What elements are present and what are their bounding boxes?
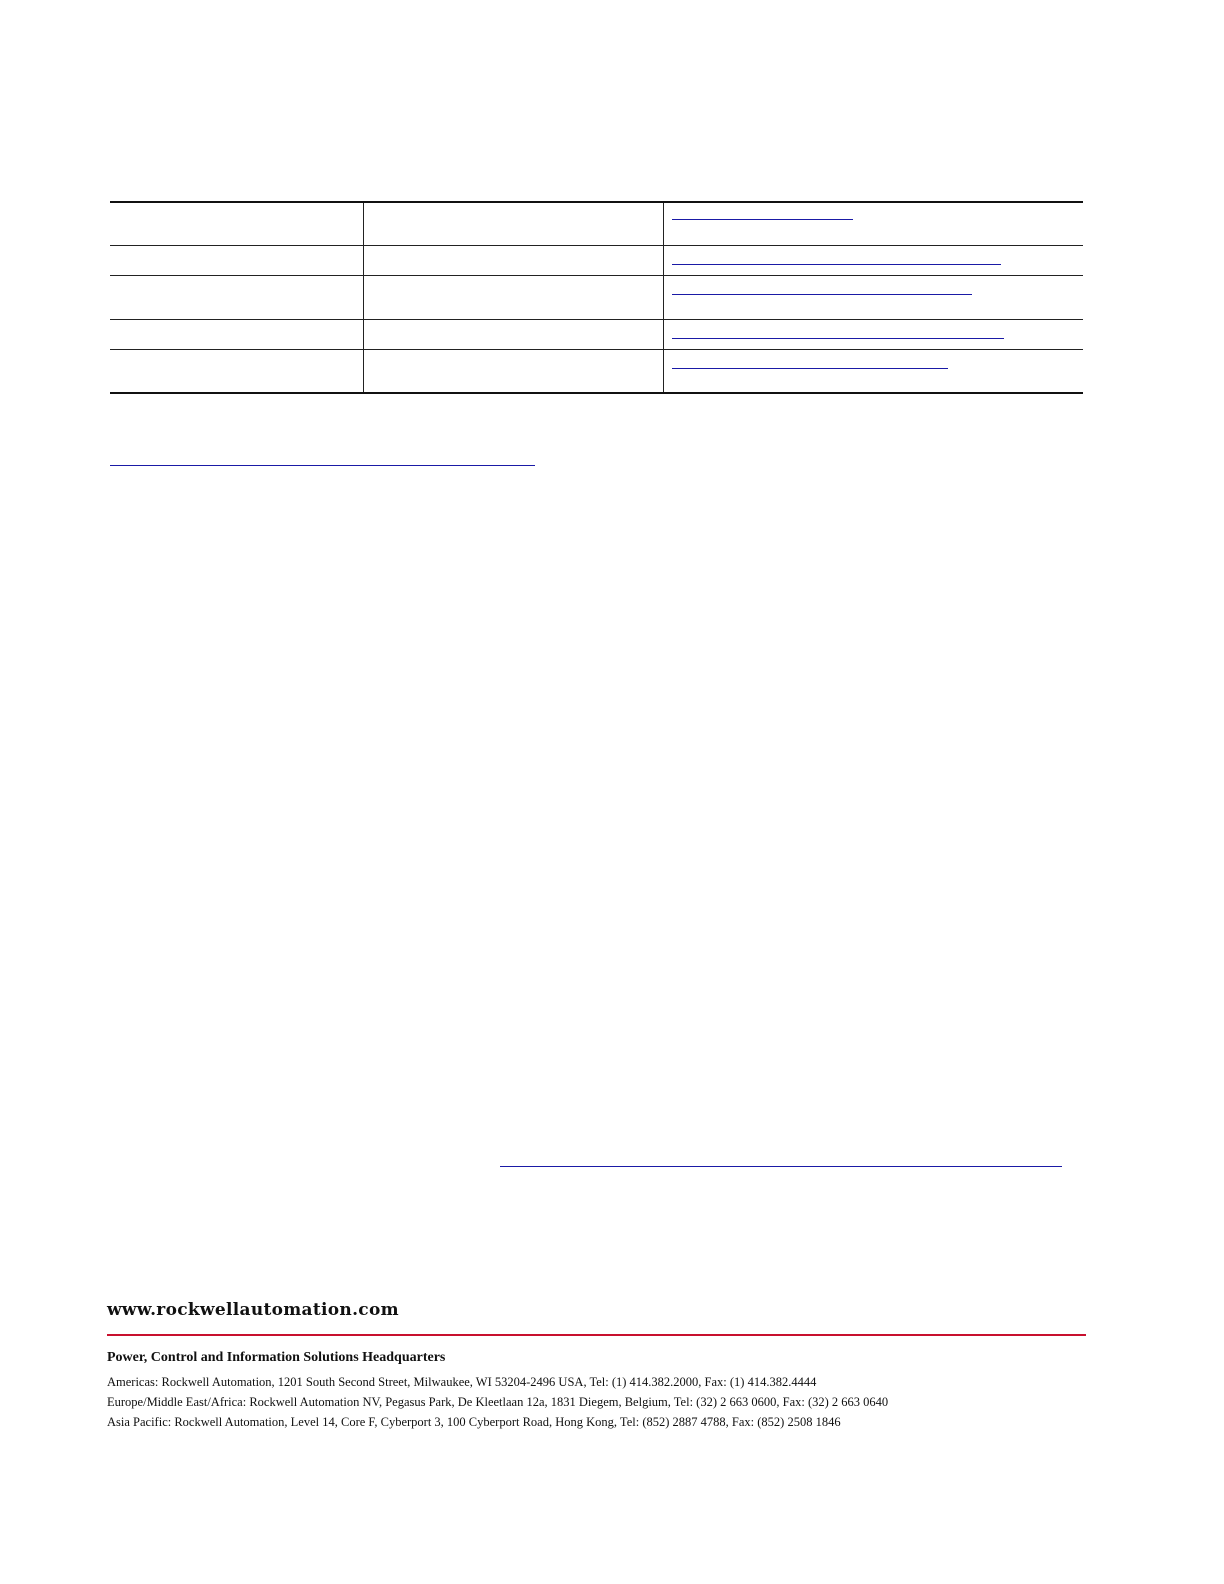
table-column-divider: [363, 203, 364, 392]
website-url[interactable]: www.rockwellautomation.com: [107, 1300, 399, 1320]
table-column-divider: [663, 203, 664, 392]
table-row: [110, 276, 1083, 320]
table-row: [110, 203, 1083, 246]
footer-divider: [107, 1334, 1086, 1336]
table-link[interactable]: [672, 294, 972, 295]
table-link[interactable]: [672, 264, 1001, 265]
body-link[interactable]: [500, 1166, 1062, 1167]
table-row: [110, 350, 1083, 394]
address-emea: Europe/Middle East/Africa: Rockwell Automation NV, Pegasus Park, De Kleetlaan 12a, 1831 Diegem, Belgium, Tel: (32) 2 663 0600, Fax: (32) 2 663 0640: [107, 1395, 889, 1409]
body-link[interactable]: [110, 465, 535, 466]
address-americas: Americas: Rockwell Automation, 1201 South Second Street, Milwaukee, WI 53204-2496 USA, Tel: (1) 414.382.2000, Fax: (1) 414.382.4444: [107, 1375, 817, 1389]
support-table: [110, 201, 1083, 394]
table-link[interactable]: [672, 219, 853, 220]
headquarters-title: Power, Control and Information Solutions Headquarters: [107, 1350, 446, 1365]
table-link[interactable]: [672, 338, 1004, 339]
table-link[interactable]: [672, 368, 948, 369]
table-row: [110, 246, 1083, 276]
address-asia-pacific: Asia Pacific: Rockwell Automation, Level 14, Core F, Cyberport 3, 100 Cyberport Road, Hong Kong, Tel: (852) 2887 4788, Fax: (852) 2508 1846: [107, 1415, 841, 1429]
table-row: [110, 320, 1083, 350]
